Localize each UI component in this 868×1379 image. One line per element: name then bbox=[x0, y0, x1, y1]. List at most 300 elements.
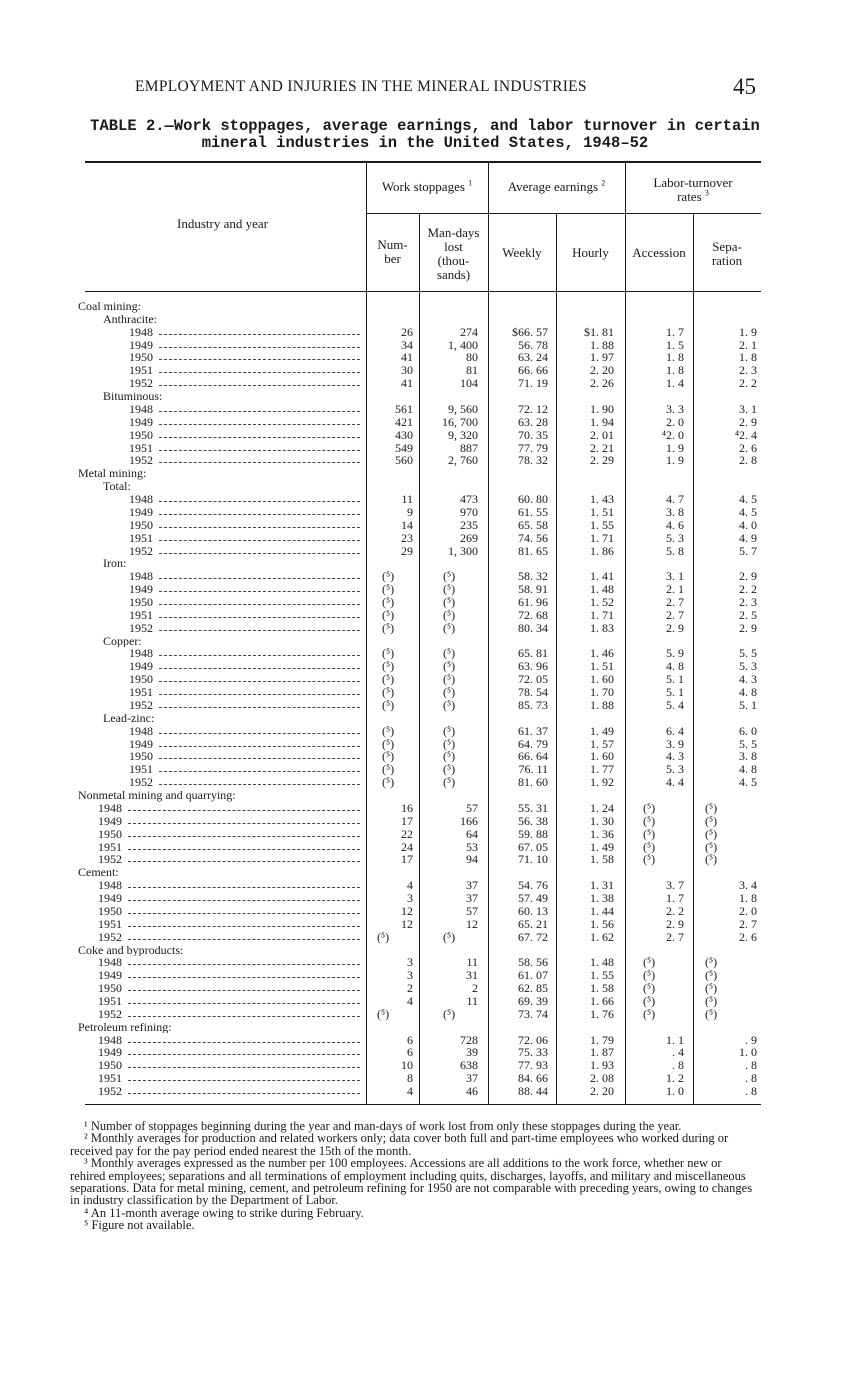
cell-accession: 5. 4 bbox=[666, 697, 684, 712]
cell-separation: (⁵) bbox=[705, 993, 718, 1008]
cell-hourly: 1. 51 bbox=[590, 659, 614, 674]
cell-weekly: 60. 80 bbox=[518, 492, 548, 507]
year-label: 1948 bbox=[129, 724, 153, 738]
cell-separation: ⁴2. 4 bbox=[734, 427, 757, 442]
header-industry-year: Industry and year bbox=[177, 216, 268, 231]
cell-accession: (⁵) bbox=[643, 981, 656, 996]
year-label: 1949 bbox=[129, 583, 153, 596]
cell-hourly: 1. 46 bbox=[590, 646, 614, 661]
cell-separation: (⁵) bbox=[705, 852, 718, 867]
cell-separation: 2. 0 bbox=[739, 903, 757, 918]
leader-dots bbox=[159, 604, 360, 605]
cell-number: (⁵) bbox=[382, 685, 395, 700]
cell-weekly: 63. 24 bbox=[518, 350, 548, 365]
year-label: 1948 bbox=[129, 325, 153, 339]
cell-accession: 1. 8 bbox=[666, 350, 684, 365]
cell-accession: 3. 8 bbox=[666, 504, 684, 519]
cell-weekly: 56. 38 bbox=[518, 813, 548, 828]
cell-mandays: 728 bbox=[460, 1032, 478, 1047]
table-group-heading bbox=[0, 944, 868, 957]
cell-hourly: 1. 30 bbox=[590, 813, 614, 828]
header-work-stoppages-text: Work stoppages bbox=[381, 179, 465, 194]
cell-hourly: 1. 48 bbox=[590, 582, 614, 597]
cell-hourly: 1. 71 bbox=[590, 607, 614, 622]
cell-number: (⁵) bbox=[377, 929, 390, 944]
table-row bbox=[0, 725, 868, 738]
header-number bbox=[366, 238, 419, 266]
page-number: 45 bbox=[733, 74, 756, 99]
cell-accession: 1. 0 bbox=[666, 1084, 684, 1099]
table-row bbox=[0, 956, 868, 969]
cell-weekly: 61. 96 bbox=[518, 595, 548, 609]
cell-hourly: 2. 20 bbox=[590, 363, 614, 378]
table-subgroup-heading bbox=[0, 480, 868, 493]
cell-weekly: 88. 44 bbox=[518, 1084, 548, 1099]
header-mandays bbox=[419, 226, 488, 282]
cell-separation: 6. 0 bbox=[739, 723, 757, 738]
cell-hourly: 2. 20 bbox=[590, 1084, 614, 1099]
table-row bbox=[0, 815, 868, 828]
header-average-earnings-text: Average earnings bbox=[507, 179, 599, 194]
cell-accession: 5. 8 bbox=[666, 543, 684, 558]
cell-number: (⁵) bbox=[377, 1006, 390, 1021]
cell-accession: 1. 1 bbox=[666, 1032, 684, 1047]
cell-accession: 2. 1 bbox=[666, 582, 684, 597]
cell-mandays: 638 bbox=[460, 1058, 478, 1073]
cell-accession: 1. 2 bbox=[666, 1071, 684, 1086]
cell-mandays: (⁵) bbox=[443, 736, 456, 751]
year-label: 1950 bbox=[98, 827, 122, 841]
header-turnover-line-2 bbox=[625, 190, 761, 204]
cell-separation: 4. 0 bbox=[739, 517, 757, 532]
year-label: 1952 bbox=[129, 698, 153, 712]
cell-mandays: 274 bbox=[460, 324, 478, 339]
table-row bbox=[0, 429, 868, 442]
cell-mandays: 16, 700 bbox=[442, 414, 478, 429]
cell-mandays: 11 bbox=[466, 993, 478, 1008]
cell-number: (⁵) bbox=[382, 749, 395, 764]
year-label: 1950 bbox=[129, 428, 153, 442]
cell-hourly: 1. 55 bbox=[590, 517, 614, 532]
header-mandays-line-3: (thou- bbox=[437, 253, 470, 268]
cell-hourly: 1. 52 bbox=[590, 595, 614, 609]
cell-accession: 3. 7 bbox=[666, 878, 684, 893]
cell-hourly: 1. 41 bbox=[590, 569, 614, 584]
leader-dots bbox=[159, 707, 360, 708]
cell-separation: 4. 5 bbox=[739, 775, 757, 790]
table-bottom-rule bbox=[85, 1104, 761, 1105]
cell-number: 9 bbox=[407, 504, 413, 519]
cell-number: 41 bbox=[401, 350, 413, 365]
cell-weekly: 54. 76 bbox=[518, 878, 548, 893]
cell-accession: (⁵) bbox=[643, 839, 656, 854]
table-row bbox=[0, 339, 868, 352]
table-row bbox=[0, 442, 868, 455]
cell-mandays: (⁵) bbox=[443, 607, 456, 622]
running-head-title: EMPLOYMENT AND INJURIES IN THE MINERAL INDUSTRIES bbox=[135, 78, 587, 95]
cell-accession: (⁵) bbox=[643, 1006, 656, 1021]
leader-dots bbox=[128, 887, 360, 888]
year-label: 1949 bbox=[129, 415, 153, 429]
cell-weekly: 63. 96 bbox=[518, 659, 548, 674]
year-label: 1949 bbox=[129, 338, 153, 352]
cell-accession: (⁵) bbox=[643, 800, 656, 815]
cell-number: 6 bbox=[407, 1032, 413, 1047]
year-label: 1948 bbox=[98, 956, 122, 969]
cell-mandays: (⁵) bbox=[443, 646, 456, 661]
leader-dots bbox=[159, 591, 360, 592]
cell-weekly: 67. 72 bbox=[518, 929, 548, 944]
cell-number: (⁵) bbox=[382, 775, 395, 790]
leader-dots bbox=[159, 424, 360, 425]
cell-mandays: 887 bbox=[460, 440, 478, 455]
subgroup-label: Iron: bbox=[103, 557, 127, 570]
cell-mandays: 1, 400 bbox=[448, 337, 478, 352]
table-row bbox=[0, 545, 868, 558]
group-label: Metal mining: bbox=[78, 467, 147, 480]
footnote-2: ² Monthly averages for production and related workers only; data cover both full and part-time employees who worked during or received pay for the pay period ended nearest the 15th of the month. bbox=[70, 1131, 729, 1158]
cell-weekly: 78. 54 bbox=[518, 685, 548, 700]
caption-line-2: mineral industries in the United States, 1948–52 bbox=[201, 134, 649, 152]
cell-accession: 5. 1 bbox=[666, 685, 684, 700]
cell-separation: 4. 8 bbox=[739, 762, 757, 777]
cell-accession: 2. 9 bbox=[666, 916, 684, 931]
cell-weekly: 81. 60 bbox=[518, 775, 548, 790]
table-row bbox=[0, 506, 868, 519]
cell-mandays: (⁵) bbox=[443, 685, 456, 700]
footnote-3: ³ Monthly averages expressed as the number per 100 employees. Accessions are all additions to the work force, whether new or rehired employees; separations and all terminations of employment including quits, discharges, layoffs, and military and miscellaneous separations. Data for metal mining, cement, and petroleum refining for 1950 are not comparable with preceding years, owing to changes in industry classification by the Department of Labor. bbox=[70, 1156, 753, 1208]
year-label: 1948 bbox=[129, 647, 153, 660]
table-row bbox=[0, 1008, 868, 1021]
year-label: 1949 bbox=[98, 969, 122, 982]
leader-dots bbox=[159, 784, 360, 785]
table-row bbox=[0, 1046, 868, 1059]
table-caption bbox=[80, 118, 770, 152]
header-mandays-line-4: sands) bbox=[436, 267, 471, 282]
cell-number: 6 bbox=[407, 1045, 413, 1060]
cell-accession: . 8 bbox=[672, 1058, 684, 1073]
table-row bbox=[0, 1034, 868, 1047]
leader-dots bbox=[128, 900, 360, 901]
cell-mandays: 53 bbox=[466, 839, 478, 854]
cell-separation: 2. 9 bbox=[739, 569, 757, 584]
table-row bbox=[0, 750, 868, 763]
table-group-heading bbox=[0, 866, 868, 879]
year-label: 1949 bbox=[129, 737, 153, 751]
group-label: Nonmetal mining and quarrying: bbox=[78, 789, 236, 802]
cell-separation: (⁵) bbox=[705, 981, 718, 996]
cell-mandays: 269 bbox=[460, 530, 478, 545]
cell-weekly: 81. 65 bbox=[518, 543, 548, 558]
table-row bbox=[0, 995, 868, 1008]
header-weekly: Weekly bbox=[502, 245, 542, 260]
cell-separation: 5. 1 bbox=[739, 697, 757, 712]
table-row bbox=[0, 660, 868, 673]
cell-weekly: 75. 33 bbox=[518, 1045, 548, 1060]
table-group-heading bbox=[0, 300, 868, 313]
cell-mandays: 81 bbox=[466, 363, 478, 378]
leader-dots bbox=[128, 977, 360, 978]
cell-hourly: 1. 77 bbox=[590, 762, 614, 777]
cell-number: 30 bbox=[401, 363, 413, 378]
cell-accession: 2. 2 bbox=[666, 903, 684, 918]
leader-dots bbox=[159, 630, 360, 631]
cell-accession: . 4 bbox=[672, 1045, 684, 1060]
cell-weekly: 80. 34 bbox=[518, 620, 548, 635]
subgroup-label: Lead-zinc: bbox=[103, 711, 155, 725]
year-label: 1950 bbox=[129, 596, 153, 609]
leader-dots bbox=[159, 334, 360, 335]
cell-weekly: 65. 21 bbox=[518, 916, 548, 931]
leader-dots bbox=[128, 1003, 360, 1004]
leader-dots bbox=[159, 668, 360, 669]
cell-weekly: 58. 91 bbox=[518, 582, 548, 597]
cell-separation: 2. 9 bbox=[739, 414, 757, 429]
table-row bbox=[0, 454, 868, 467]
cell-separation: 1. 9 bbox=[739, 324, 757, 339]
cell-weekly: 62. 85 bbox=[518, 981, 548, 996]
year-label: 1950 bbox=[98, 1059, 122, 1072]
footnotes bbox=[70, 1120, 760, 1232]
cell-number: 12 bbox=[401, 916, 413, 931]
cell-separation: 2. 5 bbox=[739, 607, 757, 622]
cell-accession: 2. 7 bbox=[666, 929, 684, 944]
table-row bbox=[0, 377, 868, 390]
cell-mandays: 1, 300 bbox=[448, 543, 478, 558]
cell-separation: 4. 9 bbox=[739, 530, 757, 545]
cell-accession: 4. 4 bbox=[666, 775, 684, 790]
cell-separation: . 9 bbox=[745, 1032, 757, 1047]
table-subgroup-heading bbox=[0, 635, 868, 648]
cell-hourly: 1. 83 bbox=[590, 620, 614, 635]
cell-number: (⁵) bbox=[382, 595, 395, 609]
cell-weekly: 63. 28 bbox=[518, 414, 548, 429]
table-row bbox=[0, 879, 868, 892]
cell-weekly: 77. 93 bbox=[518, 1058, 548, 1073]
cell-hourly: 1. 60 bbox=[590, 672, 614, 687]
table-group-heading bbox=[0, 789, 868, 802]
table-row bbox=[0, 802, 868, 815]
cell-separation: 4. 5 bbox=[739, 504, 757, 519]
leader-dots bbox=[159, 540, 360, 541]
header-labor-turnover bbox=[625, 176, 761, 204]
cell-hourly: 1. 97 bbox=[590, 350, 614, 365]
cell-hourly: 1. 49 bbox=[590, 723, 614, 738]
table-row bbox=[0, 673, 868, 686]
cell-accession: 1. 9 bbox=[666, 453, 684, 468]
cell-separation: 2. 3 bbox=[739, 363, 757, 378]
cell-number: 16 bbox=[401, 800, 413, 815]
cell-separation: 2. 9 bbox=[739, 620, 757, 635]
cell-accession: 2. 9 bbox=[666, 620, 684, 635]
cell-separation: 3. 1 bbox=[739, 401, 757, 416]
year-label: 1952 bbox=[129, 454, 153, 467]
table-group-heading bbox=[0, 467, 868, 480]
year-label: 1951 bbox=[98, 1072, 122, 1085]
leader-dots bbox=[128, 823, 360, 824]
cell-mandays: (⁵) bbox=[443, 723, 456, 738]
header-turnover-line-2-text: rates bbox=[677, 189, 702, 204]
header-turnover-line-1: Labor-turnover bbox=[653, 175, 733, 190]
leader-dots bbox=[128, 1016, 360, 1017]
leader-dots bbox=[159, 372, 360, 373]
cell-accession: (⁵) bbox=[643, 993, 656, 1008]
cell-separation: . 8 bbox=[745, 1058, 757, 1073]
year-label: 1950 bbox=[129, 750, 153, 763]
year-label: 1952 bbox=[129, 621, 153, 635]
cell-hourly: 1. 38 bbox=[590, 891, 614, 906]
cell-number: 26 bbox=[401, 324, 413, 339]
leader-dots bbox=[128, 1054, 360, 1055]
table-row bbox=[0, 532, 868, 545]
cell-number: 29 bbox=[401, 543, 413, 558]
subgroup-label: Anthracite: bbox=[103, 312, 157, 326]
cell-hourly: $1. 81 bbox=[584, 324, 614, 339]
leader-dots bbox=[159, 746, 360, 747]
table-row bbox=[0, 738, 868, 751]
cell-mandays: 166 bbox=[460, 813, 478, 828]
cell-number: 22 bbox=[401, 826, 413, 841]
leader-dots bbox=[159, 617, 360, 618]
cell-number: 560 bbox=[395, 453, 413, 468]
cell-mandays: 39 bbox=[466, 1045, 478, 1060]
leader-dots bbox=[128, 1067, 360, 1068]
cell-mandays: 31 bbox=[466, 968, 478, 983]
header-hourly: Hourly bbox=[572, 245, 609, 260]
cell-weekly: 56. 78 bbox=[518, 337, 548, 352]
cell-number: 549 bbox=[395, 440, 413, 455]
cell-hourly: 1. 86 bbox=[590, 543, 614, 558]
leader-dots bbox=[128, 1093, 360, 1094]
cell-number: 421 bbox=[395, 414, 413, 429]
table-row bbox=[0, 647, 868, 660]
year-label: 1949 bbox=[129, 660, 153, 673]
header-number-line-2: ber bbox=[384, 251, 401, 266]
cell-accession: 3. 3 bbox=[666, 401, 684, 416]
cell-number: 3 bbox=[407, 955, 413, 970]
subgroup-label: Bituminous: bbox=[103, 390, 163, 403]
group-label: Petroleum refining: bbox=[78, 1020, 172, 1034]
cell-mandays: (⁵) bbox=[443, 582, 456, 597]
subgroup-label: Copper: bbox=[103, 634, 142, 648]
cell-weekly: 72. 68 bbox=[518, 607, 548, 622]
cell-number: 3 bbox=[407, 891, 413, 906]
header-turnover-note: 3 bbox=[704, 188, 709, 198]
cell-weekly: 58. 32 bbox=[518, 569, 548, 584]
leader-dots bbox=[159, 771, 360, 772]
table-row bbox=[0, 570, 868, 583]
table-row bbox=[0, 519, 868, 532]
leader-dots bbox=[128, 913, 360, 914]
leader-dots bbox=[159, 411, 360, 412]
table-row bbox=[0, 416, 868, 429]
cell-accession: 5. 3 bbox=[666, 530, 684, 545]
leader-dots bbox=[159, 359, 360, 360]
cell-separation: (⁵) bbox=[705, 800, 718, 815]
table-row bbox=[0, 841, 868, 854]
table-row bbox=[0, 763, 868, 776]
leader-dots bbox=[128, 1042, 360, 1043]
cell-mandays: 94 bbox=[466, 852, 478, 867]
cell-weekly: 85. 73 bbox=[518, 697, 548, 712]
cell-weekly: 65. 81 bbox=[518, 646, 548, 661]
year-label: 1950 bbox=[129, 673, 153, 686]
cell-mandays: 46 bbox=[466, 1084, 478, 1099]
table-subgroup-heading bbox=[0, 313, 868, 326]
leader-dots bbox=[128, 861, 360, 862]
cell-mandays: 473 bbox=[460, 492, 478, 507]
cell-mandays: 57 bbox=[466, 800, 478, 815]
cell-number: 14 bbox=[401, 517, 413, 532]
cell-number: 3 bbox=[407, 968, 413, 983]
cell-hourly: 1. 93 bbox=[590, 1058, 614, 1073]
cell-number: 4 bbox=[407, 993, 413, 1008]
cell-weekly: 69. 39 bbox=[518, 993, 548, 1008]
table-row bbox=[0, 686, 868, 699]
cell-hourly: 1. 87 bbox=[590, 1045, 614, 1060]
year-label: 1949 bbox=[98, 892, 122, 905]
cell-hourly: 1. 88 bbox=[590, 697, 614, 712]
cell-mandays: 2 bbox=[472, 981, 478, 996]
table-top-rule bbox=[85, 161, 761, 163]
cell-separation: 4. 3 bbox=[739, 672, 757, 687]
cell-weekly: 84. 66 bbox=[518, 1071, 548, 1086]
cell-mandays: 104 bbox=[460, 376, 478, 391]
leader-dots bbox=[159, 694, 360, 695]
cell-hourly: 2. 08 bbox=[590, 1071, 614, 1086]
table-row bbox=[0, 1072, 868, 1085]
cell-weekly: 72. 05 bbox=[518, 672, 548, 687]
year-label: 1952 bbox=[129, 377, 153, 390]
cell-number: (⁵) bbox=[382, 569, 395, 584]
cell-number: (⁵) bbox=[382, 723, 395, 738]
leader-dots bbox=[159, 527, 360, 528]
cell-number: 8 bbox=[407, 1071, 413, 1086]
cell-weekly: 66. 66 bbox=[518, 363, 548, 378]
cell-hourly: 1. 31 bbox=[590, 878, 614, 893]
cell-mandays: 970 bbox=[460, 504, 478, 519]
cell-weekly: 74. 56 bbox=[518, 530, 548, 545]
cell-number: (⁵) bbox=[382, 697, 395, 712]
cell-mandays: 57 bbox=[466, 903, 478, 918]
leader-dots bbox=[128, 926, 360, 927]
cell-weekly: 57. 49 bbox=[518, 891, 548, 906]
leader-dots bbox=[159, 578, 360, 579]
cell-separation: 5. 5 bbox=[739, 646, 757, 661]
year-label: 1948 bbox=[98, 879, 122, 892]
cell-hourly: 1. 88 bbox=[590, 337, 614, 352]
table-row bbox=[0, 622, 868, 635]
year-label: 1950 bbox=[129, 518, 153, 532]
cell-separation: 1. 0 bbox=[739, 1045, 757, 1060]
table-subgroup-heading bbox=[0, 390, 868, 403]
cell-number: (⁵) bbox=[382, 582, 395, 597]
caption-line-1: TABLE 2.—Work stoppages, average earnings, and labor turnover in certain bbox=[90, 117, 760, 135]
cell-weekly: 71. 10 bbox=[518, 852, 548, 867]
year-label: 1949 bbox=[98, 1046, 122, 1059]
cell-hourly: 2. 26 bbox=[590, 376, 614, 391]
leader-dots bbox=[128, 849, 360, 850]
cell-weekly: 71. 19 bbox=[518, 376, 548, 391]
cell-weekly: 70. 35 bbox=[518, 427, 548, 442]
year-label: 1951 bbox=[129, 763, 153, 776]
leader-dots bbox=[159, 462, 360, 463]
cell-separation: 5. 5 bbox=[739, 736, 757, 751]
cell-mandays: 2, 760 bbox=[448, 453, 478, 468]
cell-separation: (⁵) bbox=[705, 968, 718, 983]
cell-number: (⁵) bbox=[382, 646, 395, 661]
year-label: 1951 bbox=[98, 994, 122, 1008]
